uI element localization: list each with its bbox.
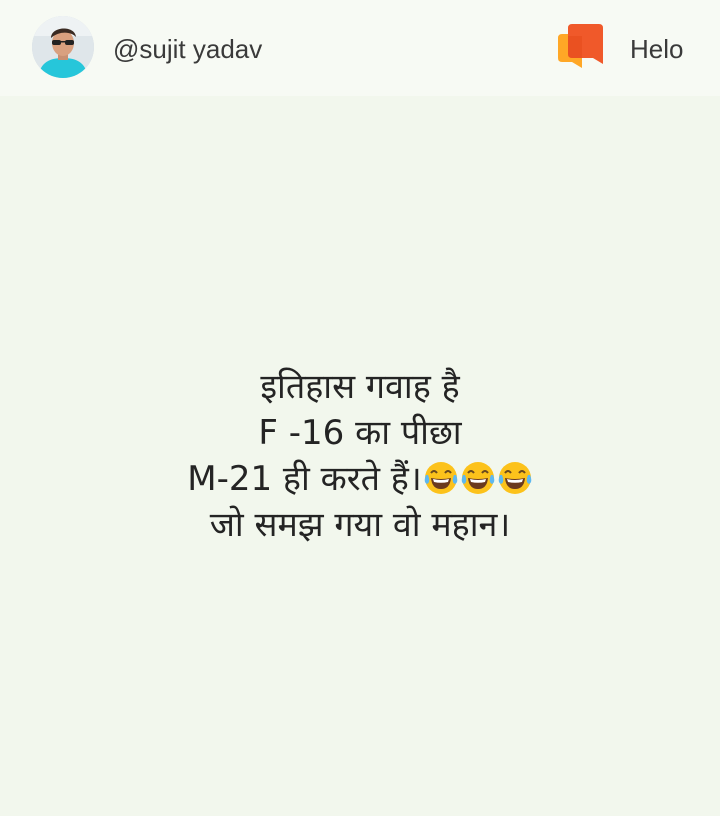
brand-name: Helo [630,34,684,64]
tears-of-joy-emoji-icon [460,460,496,496]
post-content [60,364,660,548]
top-bar [0,0,720,96]
post-line-text: M-21 ही करते हैं। [187,459,422,499]
tears-of-joy-emoji-icon [497,460,533,496]
tears-of-joy-emoji-icon [423,460,459,496]
user-avatar-icon[interactable] [32,16,94,78]
post-line: इतिहास गवाह है [260,367,460,407]
post-line: जो समझ गया वो महान। [209,505,511,545]
post-line: F -16 का पीछा [258,413,462,453]
helo-logo-icon [556,24,604,70]
username[interactable]: @sujit yadav [113,34,263,64]
post-line-with-emoji [60,456,660,502]
